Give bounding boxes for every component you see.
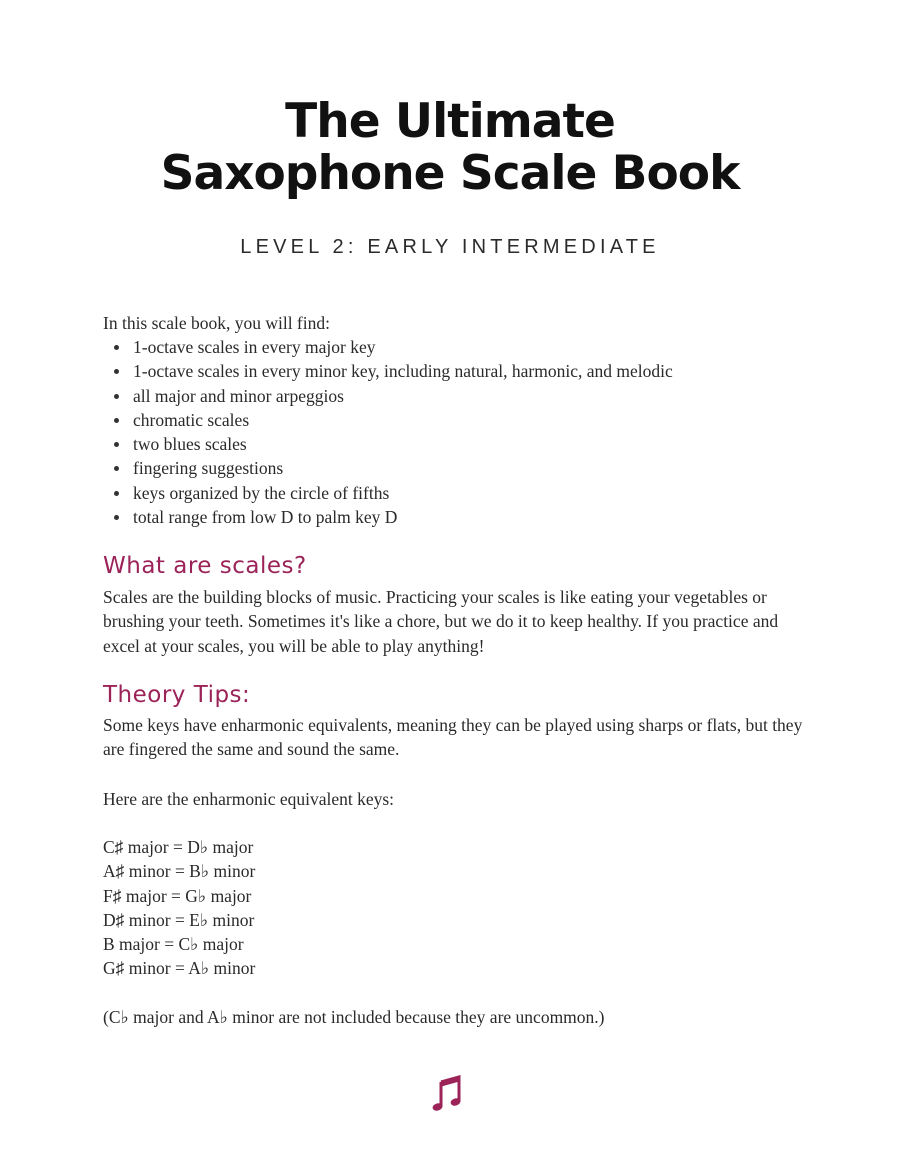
theory-paragraph: Some keys have enharmonic equivalents, meaning they can be played using sharps or flats, but they are fingered the same and sound the same.	[103, 715, 803, 760]
keys-intro: Here are the enharmonic equivalent keys:	[103, 789, 395, 809]
list-item: A♯ minor = B♭ minor	[103, 861, 256, 882]
list-item: B major = C♭ major	[103, 934, 244, 955]
list-item: all major and minor arpeggios	[103, 384, 673, 408]
list-item: keys organized by the circle of fifths	[103, 481, 673, 505]
subtitle: LEVEL 2: EARLY INTERMEDIATE	[240, 236, 660, 258]
title-line-2: Saxophone Scale Book	[160, 146, 740, 201]
list-item: D♯ minor = E♭ minor	[103, 909, 255, 930]
section-heading-theory: Theory Tips:	[103, 682, 251, 708]
section-heading-scales: What are scales?	[103, 553, 307, 579]
title-line-1: The Ultimate	[285, 94, 615, 149]
enharmonic-keys-list	[103, 835, 255, 981]
list-item: total range from low D to palm key D	[103, 505, 673, 529]
intro-text: In this scale book, you will find:	[103, 313, 330, 333]
list-item: 1-octave scales in every major key	[103, 335, 673, 359]
features-list	[103, 335, 673, 529]
list-item: two blues scales	[103, 432, 673, 456]
music-note-icon	[432, 1075, 462, 1111]
list-item: 1-octave scales in every minor key, including natural, harmonic, and melodic	[103, 359, 673, 383]
list-item: G♯ minor = A♭ minor	[103, 958, 256, 979]
footnote: (C♭ major and A♭ minor are not included because they are uncommon.)	[103, 1007, 605, 1027]
list-item: fingering suggestions	[103, 456, 673, 480]
scales-paragraph: Scales are the building blocks of music. Practicing your scales is like eating your vegetables or brushing your teeth. Sometimes it's like a chore, but we do it to keep healthy. If you practice and excel at your scales, you will be able to play anything!	[103, 587, 779, 656]
list-item: chromatic scales	[103, 408, 673, 432]
list-item: F♯ major = G♭ major	[103, 885, 252, 906]
list-item: C♯ major = D♭ major	[103, 837, 254, 857]
